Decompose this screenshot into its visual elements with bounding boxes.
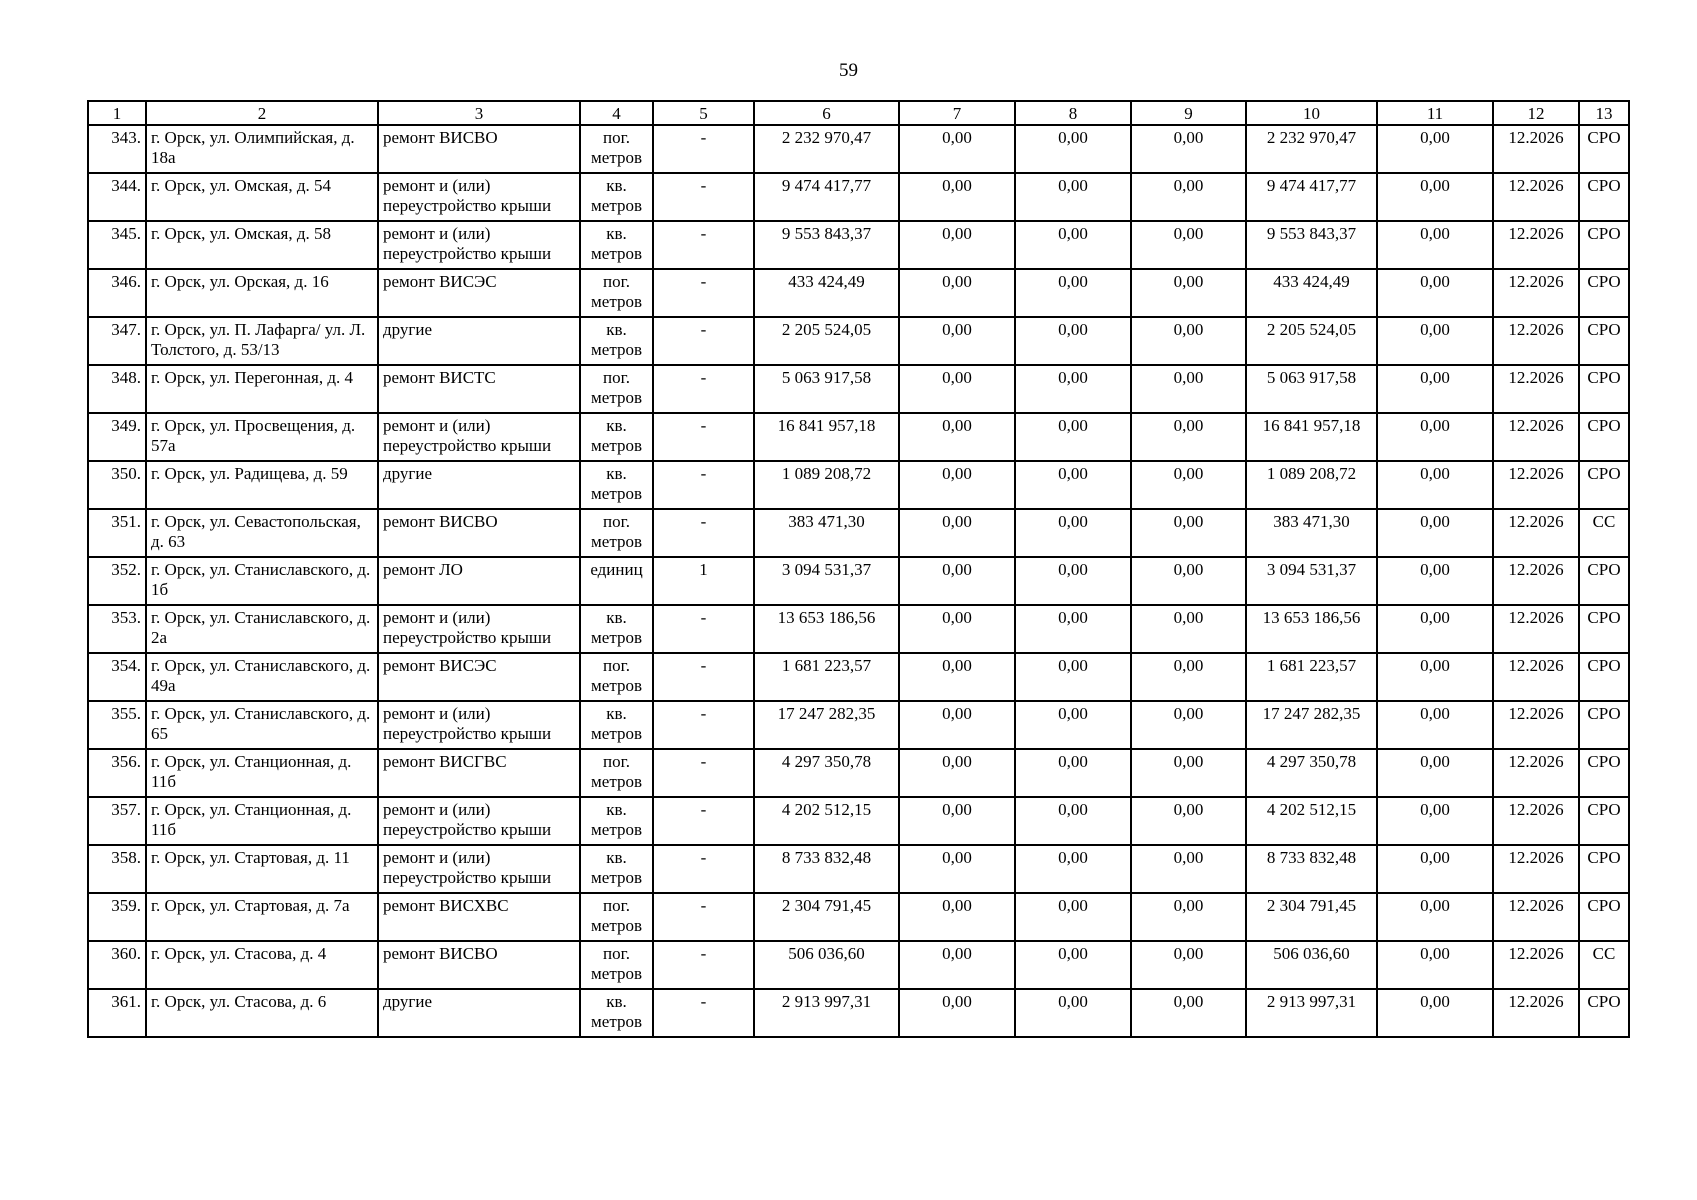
- work-type-cell: ремонт и (или) переустройство крыши: [378, 221, 580, 269]
- col7-cell: 0,00: [899, 557, 1015, 605]
- address-cell: г. Орск, ул. Станиславского, д. 49а: [146, 653, 378, 701]
- col7-cell: 0,00: [899, 653, 1015, 701]
- col7-cell: 0,00: [899, 365, 1015, 413]
- address-cell: г. Орск, ул. Станционная, д. 11б: [146, 749, 378, 797]
- work-type-cell: ремонт и (или) переустройство крыши: [378, 413, 580, 461]
- col8-cell: 0,00: [1015, 365, 1131, 413]
- col11-cell: 0,00: [1377, 125, 1493, 173]
- quantity-cell: -: [653, 173, 754, 221]
- col10-cell: 5 063 917,58: [1246, 365, 1377, 413]
- row-number-cell: 348.: [88, 365, 146, 413]
- total-cost-cell: 433 424,49: [754, 269, 899, 317]
- total-cost-cell: 16 841 957,18: [754, 413, 899, 461]
- col9-cell: 0,00: [1131, 125, 1246, 173]
- table-row: [88, 365, 1629, 413]
- col11-cell: 0,00: [1377, 605, 1493, 653]
- method-cell: СРО: [1579, 365, 1629, 413]
- col9-cell: 0,00: [1131, 365, 1246, 413]
- deadline-cell: 12.2026: [1493, 653, 1579, 701]
- quantity-cell: -: [653, 413, 754, 461]
- row-number-cell: 355.: [88, 701, 146, 749]
- col11-cell: 0,00: [1377, 941, 1493, 989]
- deadline-cell: 12.2026: [1493, 221, 1579, 269]
- unit-cell: пог. метров: [580, 509, 653, 557]
- work-type-cell: ремонт ВИСХВС: [378, 893, 580, 941]
- table-row: [88, 509, 1629, 557]
- table-row: [88, 893, 1629, 941]
- unit-cell: пог. метров: [580, 941, 653, 989]
- col8-cell: 0,00: [1015, 653, 1131, 701]
- row-number-cell: 356.: [88, 749, 146, 797]
- col10-cell: 4 202 512,15: [1246, 797, 1377, 845]
- col8-cell: 0,00: [1015, 221, 1131, 269]
- work-type-cell: ремонт ЛО: [378, 557, 580, 605]
- quantity-cell: -: [653, 989, 754, 1037]
- table-row: [88, 797, 1629, 845]
- col8-cell: 0,00: [1015, 317, 1131, 365]
- deadline-cell: 12.2026: [1493, 701, 1579, 749]
- deadline-cell: 12.2026: [1493, 269, 1579, 317]
- quantity-cell: -: [653, 605, 754, 653]
- work-type-cell: ремонт и (или) переустройство крыши: [378, 701, 580, 749]
- deadline-cell: 12.2026: [1493, 365, 1579, 413]
- work-type-cell: ремонт ВИСТС: [378, 365, 580, 413]
- total-cost-cell: 2 913 997,31: [754, 989, 899, 1037]
- row-number-cell: 343.: [88, 125, 146, 173]
- unit-cell: кв. метров: [580, 221, 653, 269]
- address-cell: г. Орск, ул. Севастопольская, д. 63: [146, 509, 378, 557]
- deadline-cell: 12.2026: [1493, 893, 1579, 941]
- col11-cell: 0,00: [1377, 701, 1493, 749]
- quantity-cell: -: [653, 941, 754, 989]
- unit-cell: пог. метров: [580, 893, 653, 941]
- col9-cell: 0,00: [1131, 653, 1246, 701]
- repair-table: [87, 100, 1630, 1038]
- total-cost-cell: 1 089 208,72: [754, 461, 899, 509]
- table-row: [88, 317, 1629, 365]
- col10-cell: 8 733 832,48: [1246, 845, 1377, 893]
- quantity-cell: -: [653, 893, 754, 941]
- col7-cell: 0,00: [899, 221, 1015, 269]
- row-number-cell: 349.: [88, 413, 146, 461]
- col7-cell: 0,00: [899, 173, 1015, 221]
- method-cell: СРО: [1579, 173, 1629, 221]
- method-cell: СРО: [1579, 797, 1629, 845]
- col7-cell: 0,00: [899, 989, 1015, 1037]
- column-number-cell: 3: [378, 101, 580, 125]
- method-cell: СРО: [1579, 557, 1629, 605]
- method-cell: СРО: [1579, 989, 1629, 1037]
- col11-cell: 0,00: [1377, 509, 1493, 557]
- address-cell: г. Орск, ул. Радищева, д. 59: [146, 461, 378, 509]
- method-cell: СРО: [1579, 605, 1629, 653]
- total-cost-cell: 5 063 917,58: [754, 365, 899, 413]
- col9-cell: 0,00: [1131, 941, 1246, 989]
- col10-cell: 1 681 223,57: [1246, 653, 1377, 701]
- row-number-cell: 344.: [88, 173, 146, 221]
- deadline-cell: 12.2026: [1493, 605, 1579, 653]
- quantity-cell: -: [653, 125, 754, 173]
- work-type-cell: другие: [378, 317, 580, 365]
- col11-cell: 0,00: [1377, 269, 1493, 317]
- method-cell: СРО: [1579, 461, 1629, 509]
- quantity-cell: -: [653, 653, 754, 701]
- address-cell: г. Орск, ул. Станиславского, д. 65: [146, 701, 378, 749]
- col7-cell: 0,00: [899, 269, 1015, 317]
- col11-cell: 0,00: [1377, 365, 1493, 413]
- total-cost-cell: 9 553 843,37: [754, 221, 899, 269]
- column-number-cell: 8: [1015, 101, 1131, 125]
- row-number-cell: 358.: [88, 845, 146, 893]
- method-cell: СС: [1579, 509, 1629, 557]
- col10-cell: 17 247 282,35: [1246, 701, 1377, 749]
- col10-cell: 433 424,49: [1246, 269, 1377, 317]
- quantity-cell: -: [653, 845, 754, 893]
- table-row: [88, 173, 1629, 221]
- column-number-cell: 9: [1131, 101, 1246, 125]
- work-type-cell: ремонт ВИСВО: [378, 509, 580, 557]
- col10-cell: 9 474 417,77: [1246, 173, 1377, 221]
- table-row: [88, 461, 1629, 509]
- col9-cell: 0,00: [1131, 557, 1246, 605]
- col7-cell: 0,00: [899, 125, 1015, 173]
- total-cost-cell: 2 232 970,47: [754, 125, 899, 173]
- unit-cell: кв. метров: [580, 989, 653, 1037]
- col8-cell: 0,00: [1015, 749, 1131, 797]
- column-number-cell: 10: [1246, 101, 1377, 125]
- unit-cell: кв. метров: [580, 413, 653, 461]
- unit-cell: кв. метров: [580, 173, 653, 221]
- total-cost-cell: 13 653 186,56: [754, 605, 899, 653]
- deadline-cell: 12.2026: [1493, 125, 1579, 173]
- col7-cell: 0,00: [899, 605, 1015, 653]
- table-row: [88, 221, 1629, 269]
- table-row: [88, 653, 1629, 701]
- deadline-cell: 12.2026: [1493, 797, 1579, 845]
- col10-cell: 2 205 524,05: [1246, 317, 1377, 365]
- col9-cell: 0,00: [1131, 173, 1246, 221]
- table-row: [88, 701, 1629, 749]
- column-number-cell: 5: [653, 101, 754, 125]
- col11-cell: 0,00: [1377, 413, 1493, 461]
- col10-cell: 506 036,60: [1246, 941, 1377, 989]
- col11-cell: 0,00: [1377, 653, 1493, 701]
- quantity-cell: -: [653, 461, 754, 509]
- col9-cell: 0,00: [1131, 221, 1246, 269]
- col8-cell: 0,00: [1015, 173, 1131, 221]
- column-number-cell: 11: [1377, 101, 1493, 125]
- method-cell: СРО: [1579, 701, 1629, 749]
- total-cost-cell: 4 202 512,15: [754, 797, 899, 845]
- quantity-cell: -: [653, 221, 754, 269]
- work-type-cell: ремонт и (или) переустройство крыши: [378, 845, 580, 893]
- address-cell: г. Орск, ул. Стасова, д. 4: [146, 941, 378, 989]
- row-number-cell: 359.: [88, 893, 146, 941]
- col8-cell: 0,00: [1015, 701, 1131, 749]
- total-cost-cell: 383 471,30: [754, 509, 899, 557]
- col8-cell: 0,00: [1015, 893, 1131, 941]
- unit-cell: кв. метров: [580, 701, 653, 749]
- col10-cell: 9 553 843,37: [1246, 221, 1377, 269]
- table-row: [88, 845, 1629, 893]
- total-cost-cell: 2 304 791,45: [754, 893, 899, 941]
- col10-cell: 13 653 186,56: [1246, 605, 1377, 653]
- col7-cell: 0,00: [899, 413, 1015, 461]
- column-number-cell: 12: [1493, 101, 1579, 125]
- row-number-cell: 350.: [88, 461, 146, 509]
- col7-cell: 0,00: [899, 509, 1015, 557]
- col10-cell: 4 297 350,78: [1246, 749, 1377, 797]
- total-cost-cell: 17 247 282,35: [754, 701, 899, 749]
- col9-cell: 0,00: [1131, 845, 1246, 893]
- column-number-cell: 2: [146, 101, 378, 125]
- quantity-cell: -: [653, 317, 754, 365]
- col9-cell: 0,00: [1131, 461, 1246, 509]
- address-cell: г. Орск, ул. Стартовая, д. 11: [146, 845, 378, 893]
- col9-cell: 0,00: [1131, 509, 1246, 557]
- col7-cell: 0,00: [899, 941, 1015, 989]
- unit-cell: кв. метров: [580, 317, 653, 365]
- quantity-cell: -: [653, 701, 754, 749]
- quantity-cell: -: [653, 797, 754, 845]
- col9-cell: 0,00: [1131, 989, 1246, 1037]
- address-cell: г. Орск, ул. Станционная, д. 11б: [146, 797, 378, 845]
- quantity-cell: -: [653, 365, 754, 413]
- col8-cell: 0,00: [1015, 125, 1131, 173]
- method-cell: СРО: [1579, 221, 1629, 269]
- table-row: [88, 989, 1629, 1037]
- deadline-cell: 12.2026: [1493, 317, 1579, 365]
- col10-cell: 2 232 970,47: [1246, 125, 1377, 173]
- column-number-cell: 4: [580, 101, 653, 125]
- deadline-cell: 12.2026: [1493, 461, 1579, 509]
- quantity-cell: 1: [653, 557, 754, 605]
- col7-cell: 0,00: [899, 797, 1015, 845]
- table-row: [88, 941, 1629, 989]
- col11-cell: 0,00: [1377, 317, 1493, 365]
- address-cell: г. Орск, ул. Просвещения, д. 57а: [146, 413, 378, 461]
- col7-cell: 0,00: [899, 893, 1015, 941]
- row-number-cell: 346.: [88, 269, 146, 317]
- address-cell: г. Орск, ул. Стартовая, д. 7а: [146, 893, 378, 941]
- work-type-cell: ремонт ВИСЭС: [378, 653, 580, 701]
- work-type-cell: ремонт ВИСВО: [378, 125, 580, 173]
- col8-cell: 0,00: [1015, 941, 1131, 989]
- row-number-cell: 357.: [88, 797, 146, 845]
- unit-cell: кв. метров: [580, 845, 653, 893]
- unit-cell: кв. метров: [580, 461, 653, 509]
- column-number-cell: 13: [1579, 101, 1629, 125]
- col8-cell: 0,00: [1015, 413, 1131, 461]
- total-cost-cell: 2 205 524,05: [754, 317, 899, 365]
- total-cost-cell: 4 297 350,78: [754, 749, 899, 797]
- deadline-cell: 12.2026: [1493, 941, 1579, 989]
- total-cost-cell: 3 094 531,37: [754, 557, 899, 605]
- address-cell: г. Орск, ул. П. Лафарга/ ул. Л. Толстого, д. 53/13: [146, 317, 378, 365]
- unit-cell: кв. метров: [580, 605, 653, 653]
- col7-cell: 0,00: [899, 749, 1015, 797]
- work-type-cell: ремонт и (или) переустройство крыши: [378, 173, 580, 221]
- col11-cell: 0,00: [1377, 989, 1493, 1037]
- work-type-cell: другие: [378, 989, 580, 1037]
- col7-cell: 0,00: [899, 701, 1015, 749]
- total-cost-cell: 506 036,60: [754, 941, 899, 989]
- method-cell: СРО: [1579, 317, 1629, 365]
- table-row: [88, 125, 1629, 173]
- quantity-cell: -: [653, 749, 754, 797]
- deadline-cell: 12.2026: [1493, 845, 1579, 893]
- quantity-cell: -: [653, 269, 754, 317]
- work-type-cell: другие: [378, 461, 580, 509]
- table-row: [88, 605, 1629, 653]
- address-cell: г. Орск, ул. Омская, д. 54: [146, 173, 378, 221]
- col8-cell: 0,00: [1015, 269, 1131, 317]
- address-cell: г. Орск, ул. Перегонная, д. 4: [146, 365, 378, 413]
- unit-cell: кв. метров: [580, 797, 653, 845]
- col11-cell: 0,00: [1377, 221, 1493, 269]
- work-type-cell: ремонт ВИСВО: [378, 941, 580, 989]
- col9-cell: 0,00: [1131, 317, 1246, 365]
- col10-cell: 2 913 997,31: [1246, 989, 1377, 1037]
- col9-cell: 0,00: [1131, 749, 1246, 797]
- deadline-cell: 12.2026: [1493, 413, 1579, 461]
- method-cell: СРО: [1579, 845, 1629, 893]
- col9-cell: 0,00: [1131, 413, 1246, 461]
- row-number-cell: 352.: [88, 557, 146, 605]
- method-cell: СРО: [1579, 413, 1629, 461]
- table-row: [88, 269, 1629, 317]
- col11-cell: 0,00: [1377, 557, 1493, 605]
- col10-cell: 1 089 208,72: [1246, 461, 1377, 509]
- col11-cell: 0,00: [1377, 749, 1493, 797]
- col9-cell: 0,00: [1131, 269, 1246, 317]
- deadline-cell: 12.2026: [1493, 509, 1579, 557]
- col9-cell: 0,00: [1131, 893, 1246, 941]
- row-number-cell: 354.: [88, 653, 146, 701]
- work-type-cell: ремонт ВИСЭС: [378, 269, 580, 317]
- table-row: [88, 413, 1629, 461]
- address-cell: г. Орск, ул. Омская, д. 58: [146, 221, 378, 269]
- col8-cell: 0,00: [1015, 989, 1131, 1037]
- col7-cell: 0,00: [899, 317, 1015, 365]
- quantity-cell: -: [653, 509, 754, 557]
- address-cell: г. Орск, ул. Орская, д. 16: [146, 269, 378, 317]
- row-number-cell: 345.: [88, 221, 146, 269]
- total-cost-cell: 8 733 832,48: [754, 845, 899, 893]
- row-number-cell: 351.: [88, 509, 146, 557]
- method-cell: СС: [1579, 941, 1629, 989]
- col7-cell: 0,00: [899, 461, 1015, 509]
- column-number-cell: 1: [88, 101, 146, 125]
- col8-cell: 0,00: [1015, 845, 1131, 893]
- row-number-cell: 347.: [88, 317, 146, 365]
- unit-cell: пог. метров: [580, 653, 653, 701]
- work-type-cell: ремонт ВИСГВС: [378, 749, 580, 797]
- col8-cell: 0,00: [1015, 557, 1131, 605]
- column-number-cell: 7: [899, 101, 1015, 125]
- col8-cell: 0,00: [1015, 605, 1131, 653]
- address-cell: г. Орск, ул. Олимпийская, д. 18а: [146, 125, 378, 173]
- col11-cell: 0,00: [1377, 845, 1493, 893]
- method-cell: СРО: [1579, 125, 1629, 173]
- row-number-cell: 353.: [88, 605, 146, 653]
- unit-cell: единиц: [580, 557, 653, 605]
- address-cell: г. Орск, ул. Станиславского, д. 1б: [146, 557, 378, 605]
- method-cell: СРО: [1579, 653, 1629, 701]
- work-type-cell: ремонт и (или) переустройство крыши: [378, 605, 580, 653]
- page-number: 59: [839, 60, 858, 81]
- deadline-cell: 12.2026: [1493, 749, 1579, 797]
- column-number-row: [88, 101, 1629, 125]
- work-type-cell: ремонт и (или) переустройство крыши: [378, 797, 580, 845]
- total-cost-cell: 9 474 417,77: [754, 173, 899, 221]
- method-cell: СРО: [1579, 749, 1629, 797]
- table-row: [88, 749, 1629, 797]
- col9-cell: 0,00: [1131, 797, 1246, 845]
- total-cost-cell: 1 681 223,57: [754, 653, 899, 701]
- deadline-cell: 12.2026: [1493, 173, 1579, 221]
- col8-cell: 0,00: [1015, 461, 1131, 509]
- method-cell: СРО: [1579, 893, 1629, 941]
- col8-cell: 0,00: [1015, 509, 1131, 557]
- col10-cell: 3 094 531,37: [1246, 557, 1377, 605]
- col11-cell: 0,00: [1377, 461, 1493, 509]
- address-cell: г. Орск, ул. Стасова, д. 6: [146, 989, 378, 1037]
- col7-cell: 0,00: [899, 845, 1015, 893]
- method-cell: СРО: [1579, 269, 1629, 317]
- col9-cell: 0,00: [1131, 701, 1246, 749]
- unit-cell: пог. метров: [580, 269, 653, 317]
- address-cell: г. Орск, ул. Станиславского, д. 2а: [146, 605, 378, 653]
- deadline-cell: 12.2026: [1493, 557, 1579, 605]
- unit-cell: пог. метров: [580, 125, 653, 173]
- deadline-cell: 12.2026: [1493, 989, 1579, 1037]
- col11-cell: 0,00: [1377, 893, 1493, 941]
- col10-cell: 383 471,30: [1246, 509, 1377, 557]
- col11-cell: 0,00: [1377, 173, 1493, 221]
- unit-cell: пог. метров: [580, 365, 653, 413]
- column-number-cell: 6: [754, 101, 899, 125]
- table-row: [88, 557, 1629, 605]
- row-number-cell: 361.: [88, 989, 146, 1037]
- col10-cell: 16 841 957,18: [1246, 413, 1377, 461]
- col8-cell: 0,00: [1015, 797, 1131, 845]
- unit-cell: пог. метров: [580, 749, 653, 797]
- col11-cell: 0,00: [1377, 797, 1493, 845]
- row-number-cell: 360.: [88, 941, 146, 989]
- col10-cell: 2 304 791,45: [1246, 893, 1377, 941]
- col9-cell: 0,00: [1131, 605, 1246, 653]
